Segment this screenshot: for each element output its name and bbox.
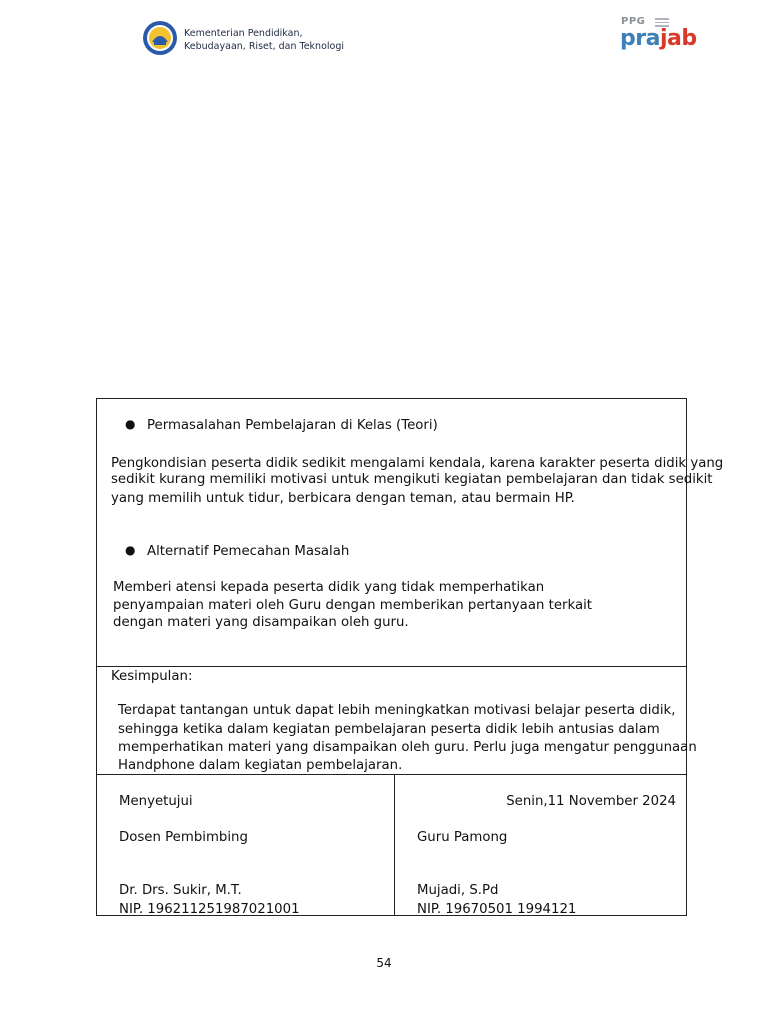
section2-line: penyampaian materi oleh Guru dengan memberikan pertanyaan terkait: [113, 598, 593, 613]
prajab-logo: [620, 26, 697, 51]
ministry-logo: [142, 20, 178, 56]
left-signer-role: Dosen Pembimbing: [119, 830, 248, 845]
ministry-name-line1: Kementerian Pendidikan,: [184, 28, 303, 39]
section1-heading: Permasalahan Pembelajaran di Kelas (Teori): [147, 418, 438, 433]
section1-line: Pengkondisian peserta didik sedikit mengalami kendala, karena karakter peserta didik yang: [111, 456, 724, 471]
left-signer-name: Dr. Drs. Sukir, M.T.: [119, 883, 242, 898]
prajab-logo-pra: pra: [620, 26, 660, 51]
bullet-icon: ●: [125, 417, 136, 431]
ministry-name: [184, 27, 344, 53]
bullet-icon: ●: [125, 543, 136, 557]
conclusion-label: Kesimpulan:: [111, 669, 193, 684]
approve-label: Menyetujui: [119, 794, 193, 809]
page-number: 54: [376, 956, 392, 970]
section2-line: Memberi atensi kepada peserta didik yang tidak memperhatikan: [113, 580, 545, 595]
right-signer-name: Mujadi, S.Pd: [417, 883, 499, 898]
section1-line: yang memilih untuk tidur, berbicara dengan teman, atau bermain HP.: [111, 491, 575, 506]
ministry-name-line2: Kebudayaan, Riset, dan Teknologi: [184, 41, 345, 52]
conclusion-line: sehingga ketika dalam kegiatan pembelajaran peserta didik lebih antusias dalam: [118, 722, 660, 737]
conclusion-line: memperhatikan materi yang disampaikan oleh guru. Perlu juga mengatur penggunaan: [118, 740, 697, 755]
section2-line: dengan materi yang disampaikan oleh guru.: [113, 615, 409, 630]
conclusion-line: Terdapat tantangan untuk dapat lebih meningkatkan motivasi belajar peserta didik,: [118, 703, 676, 718]
left-signer-nip: NIP. 196211251987021001: [119, 902, 300, 917]
right-signer-role: Guru Pamong: [417, 830, 508, 845]
right-signer-nip: NIP. 19670501 1994121: [417, 902, 577, 917]
reflection-table: [96, 398, 724, 917]
signature-date: Senin,11 November 2024: [506, 794, 676, 809]
prajab-logo-jab: jab: [659, 26, 697, 51]
section2-heading: Alternatif Pemecahan Masalah: [147, 544, 350, 559]
section1-line: sedikit kurang memiliki motivasi untuk mengikuti kegiatan pembelajaran dan tidak sedikit: [111, 472, 713, 487]
signature-divider: [394, 775, 395, 915]
ppg-label: PPG: [621, 16, 646, 27]
divider: [97, 774, 686, 775]
conclusion-line: Handphone dalam kegiatan pembelajaran.: [118, 758, 403, 773]
